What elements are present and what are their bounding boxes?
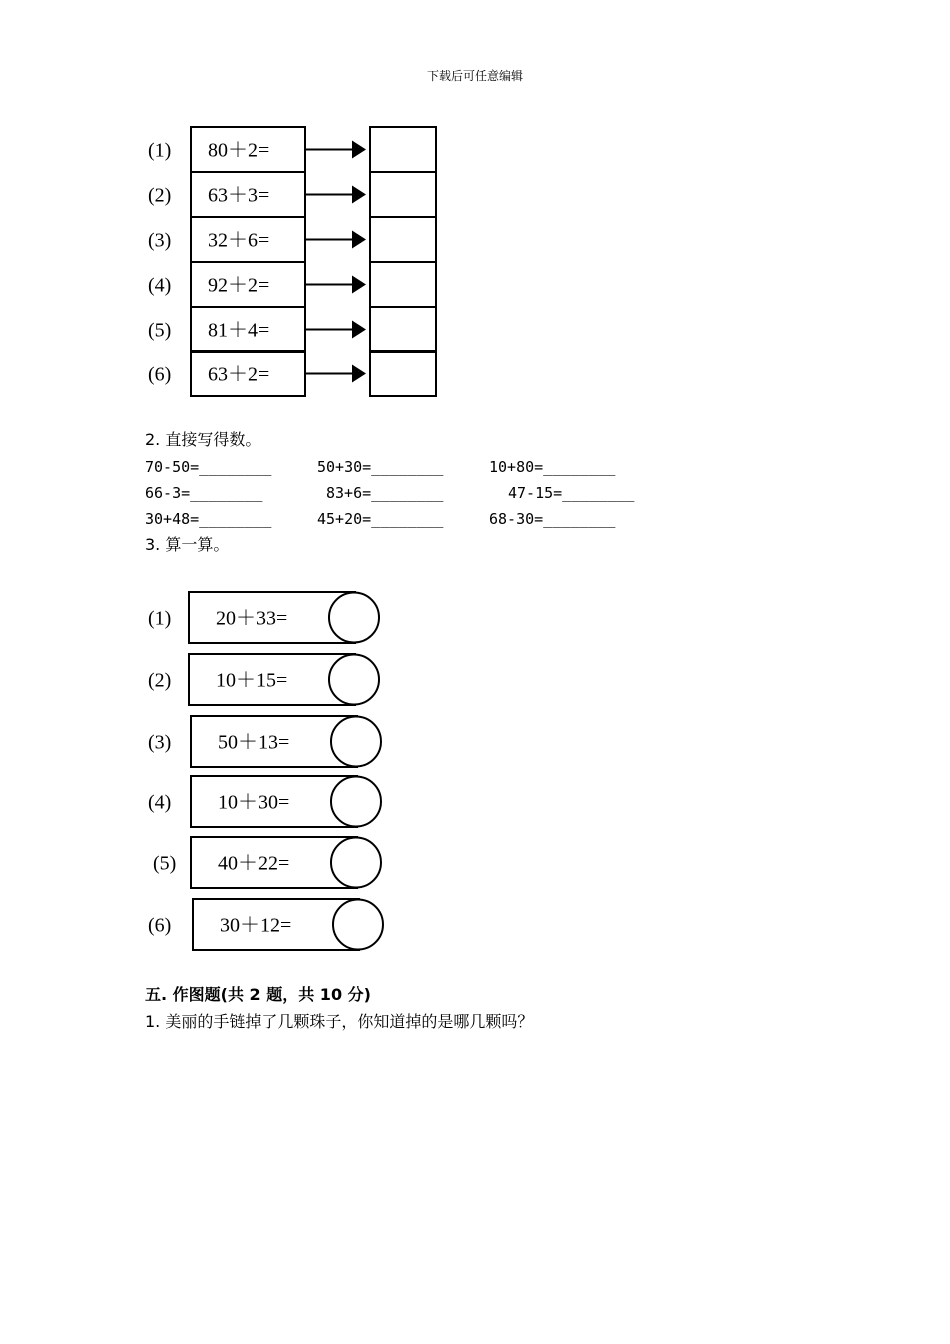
q2-item: 47-15=________ (508, 484, 635, 502)
row-label: (3) (148, 229, 172, 252)
answer-circle[interactable] (331, 777, 381, 827)
answer-circle[interactable] (329, 655, 379, 705)
expression-text: 81＋4= (208, 319, 270, 342)
row-label: (4) (148, 791, 172, 814)
section5-title: 五. 作图题(共 2 题，共 10 分) (145, 985, 371, 1004)
q2-item: 30+48=________ (145, 510, 272, 528)
row-label: (5) (153, 852, 177, 875)
q2-item: 50+30=________ (317, 458, 444, 476)
q2-title: 2. 直接写得数。 (145, 430, 262, 449)
expression-text: 10＋30= (218, 791, 290, 814)
row-label: (1) (148, 607, 172, 630)
row-label: (2) (148, 669, 172, 692)
row-label: (1) (148, 139, 172, 162)
q2-item: 45+20=________ (317, 510, 444, 528)
q2-item: 66-3=________ (145, 484, 263, 502)
answer-circle[interactable] (331, 838, 381, 888)
q2-item: 70-50=________ (145, 458, 272, 476)
expression-text: 92＋2= (208, 274, 270, 297)
row-label: (3) (148, 731, 172, 754)
answer-circle[interactable] (333, 900, 383, 950)
expression-text: 40＋22= (218, 852, 290, 875)
answer-circle[interactable] (331, 717, 381, 767)
q2-item: 83+6=________ (326, 484, 444, 502)
answer-circle[interactable] (329, 593, 379, 643)
expression-text: 63＋3= (208, 184, 270, 207)
row-label: (5) (148, 319, 172, 342)
expression-text: 10＋15= (216, 669, 288, 692)
page-header: 下载后可任意编辑 (426, 69, 523, 83)
q3-title: 3. 算一算。 (145, 535, 230, 554)
expression-text: 80＋2= (208, 139, 270, 162)
q2-item: 68-30=________ (489, 510, 616, 528)
q2-item: 10+80=________ (489, 458, 616, 476)
expression-text: 63＋2= (208, 363, 270, 386)
expression-text: 32＋6= (208, 229, 270, 252)
section5-q1: 1. 美丽的手链掉了几颗珠子，你知道掉的是哪几颗吗？ (145, 1012, 534, 1031)
expression-text: 30＋12= (220, 914, 292, 937)
expression-text: 50＋13= (218, 731, 290, 754)
row-label: (4) (148, 274, 172, 297)
row-label: (6) (148, 914, 172, 937)
expression-text: 20＋33= (216, 607, 288, 630)
row-label: (2) (148, 184, 172, 207)
row-label: (6) (148, 363, 172, 386)
